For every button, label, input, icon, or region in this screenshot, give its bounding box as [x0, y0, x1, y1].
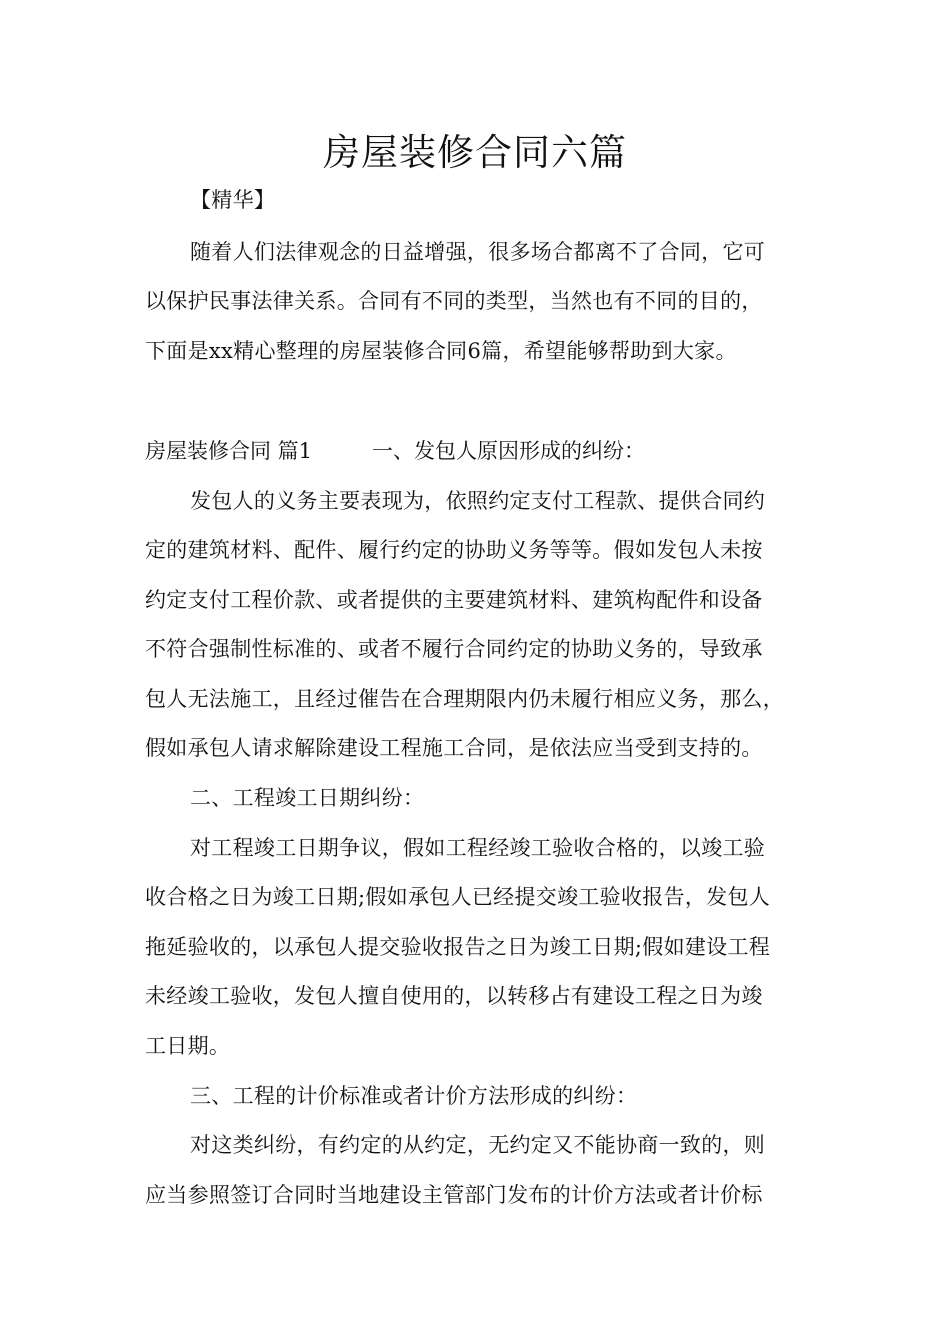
para2-line-3: 拖延验收的，以承包人提交验收报告之日为竣工日期;假如建设工程 — [145, 935, 771, 959]
para2-line-2: 收合格之日为竣工日期;假如承包人已经提交竣工验收报告，发包人 — [145, 885, 771, 909]
section-heading-1: 一、发包人原因形成的纠纷： — [372, 439, 645, 463]
section-heading-3: 三、工程的计价标准或者计价方法形成的纠纷： — [190, 1084, 638, 1108]
para1-line-1: 发包人的义务主要表现为，依照约定支付工程款、提供合同约 — [190, 489, 766, 513]
intro-line-3: 下面是xx精心整理的房屋装修合同6篇，希望能够帮助到大家。 — [145, 339, 737, 363]
para2-line-5: 工日期。 — [145, 1034, 231, 1058]
document-title: 房屋装修合同六篇 — [323, 131, 627, 174]
section-label: 房屋装修合同 篇1 — [145, 439, 313, 463]
para1-line-3: 约定支付工程价款、或者提供的主要建筑材料、建筑构配件和设备 — [145, 588, 763, 612]
para3-line-1: 对这类纠纷，有约定的从约定，无约定又不能协商一致的，则 — [190, 1133, 766, 1157]
intro-line-1: 随着人们法律观念的日益增强，很多场合都离不了合同，它可 — [190, 240, 766, 264]
para1-line-2: 定的建筑材料、配件、履行约定的协助义务等等。假如发包人未按 — [145, 538, 763, 562]
para1-line-4: 不符合强制性标准的、或者不履行合同约定的协助义务的，导致承 — [145, 637, 763, 661]
para1-line-6: 假如承包人请求解除建设工程施工合同，是依法应当受到支持的。 — [145, 736, 763, 760]
intro-line-2: 以保护民事法律关系。合同有不同的类型，当然也有不同的目的， — [145, 289, 763, 313]
para1-line-5: 包人无法施工，且经过催告在合理期限内仍未履行相应义务，那么， — [145, 687, 784, 711]
section-heading-2: 二、工程竣工日期纠纷： — [190, 786, 425, 810]
para3-line-2: 应当参照签订合同时当地建设主管部门发布的计价方法或者计价标 — [145, 1183, 763, 1207]
para2-line-1: 对工程竣工日期争议，假如工程经竣工验收合格的，以竣工验 — [190, 836, 766, 860]
para2-line-4: 未经竣工验收，发包人擅自使用的，以转移占有建设工程之日为竣 — [145, 984, 763, 1008]
tag-label: 【精华】 — [190, 188, 276, 212]
